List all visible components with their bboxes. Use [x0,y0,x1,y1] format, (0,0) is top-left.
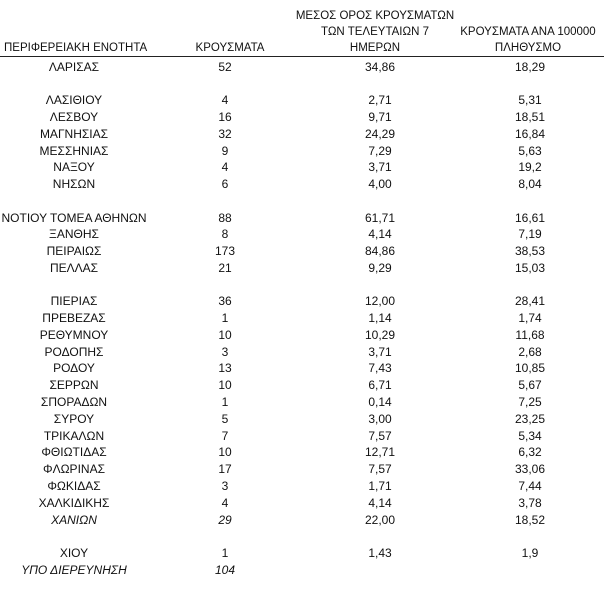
table-row [0,143,604,160]
table-row [0,562,604,579]
cell-region: ΡΟΔΟΠΗΣ [44,344,104,359]
cell-region: ΞΑΝΘΗΣ [49,227,99,242]
cell-region: ΠΕΛΛΑΣ [49,260,99,275]
header-avg7 [295,8,455,56]
cell-avg7: 3,00 [368,411,392,426]
header-per100k-line2: ΠΛΗΘΥΣΜΟ [494,42,562,54]
cell-cases: 29 [218,512,232,527]
cell-per100k: 10,85 [514,361,546,376]
cell-per100k: 2,68 [518,344,542,359]
cell-region: ΛΑΡΙΣΑΣ [48,60,100,74]
cell-region: ΧΙΟΥ [59,545,89,560]
cell-avg7: 4,00 [368,177,392,192]
table-header [0,0,604,57]
table-row [0,461,604,478]
cell-per100k: 28,41 [514,294,546,309]
table-row [0,59,604,76]
header-avg7-line1: ΜΕΣΟΣ ΟΡΟΣ ΚΡΟΥΣΜΑΤΩΝ [295,10,455,22]
header-avg7-line2: ΤΩΝ ΤΕΛΕΥΤΑΙΩΝ 7 [321,26,429,38]
cell-avg7: 9,71 [368,110,392,125]
cell-region: ΦΘΙΩΤΙΔΑΣ [41,445,107,460]
cell-region: ΠΡΕΒΕΖΑΣ [42,311,106,326]
table-row [0,109,604,126]
cell-cases: 1 [221,395,229,410]
cell-region: ΡΟΔΟΥ [53,361,95,376]
header-per100k [448,24,604,56]
cell-per100k: 18,51 [514,110,546,125]
cell-cases: 4 [221,495,229,510]
table-row [0,428,604,445]
table-row [0,545,604,562]
cell-cases: 8 [221,227,229,242]
group-spacer [0,277,604,294]
table-row [0,260,604,277]
cell-per100k: 16,84 [514,126,546,141]
cell-avg7: 10,29 [364,327,396,342]
cell-per100k: 1,74 [518,311,542,326]
cell-avg7: 24,29 [364,126,396,141]
cell-cases: 10 [218,445,232,460]
header-per100k-line1: ΚΡΟΥΣΜΑΤΑ ΑΝΑ 100000 [460,26,596,38]
cell-per100k: 18,29 [514,60,546,74]
cell-cases: 21 [218,260,232,275]
cell-region: ΡΕΘΥΜΝΟΥ [39,327,109,342]
cell-per100k: 7,19 [518,227,542,242]
table-row [0,159,604,176]
cell-avg7: 34,86 [364,60,396,74]
cell-region: ΝΑΞΟΥ [53,160,95,175]
group-spacer [0,76,604,93]
cell-cases: 3 [221,479,229,494]
cell-avg7: 6,71 [368,378,392,393]
cell-region: ΠΙΕΡΙΑΣ [50,294,98,309]
header-avg7-line3: ΗΜΕΡΩΝ [349,42,401,54]
table-row [0,411,604,428]
cell-region: ΝΟΤΙΟΥ ΤΟΜΕΑ ΑΘΗΝΩΝ [1,210,147,225]
table-row [0,243,604,260]
cell-avg7: 12,71 [364,445,396,460]
table-row [0,310,604,327]
cell-cases: 7 [221,428,229,443]
cell-region: ΣΥΡΟΥ [53,411,95,426]
cell-per100k: 5,34 [518,428,542,443]
cell-cases: 9 [221,143,229,158]
group-spacer [0,528,604,545]
cell-per100k: 38,53 [514,244,546,259]
table-row [0,360,604,377]
cell-avg7: 4,14 [368,495,392,510]
table-row [0,512,604,529]
cell-avg7: 1,14 [368,311,392,326]
cell-per100k: 7,44 [518,479,542,494]
cell-avg7: 22,00 [364,512,396,527]
table-row [0,293,604,310]
cell-avg7: 7,57 [368,462,392,477]
cell-avg7: 3,71 [368,160,392,175]
cell-cases: 104 [214,562,236,577]
cell-per100k: 23,25 [514,411,546,426]
table-row [0,478,604,495]
cell-per100k: 5,63 [518,143,542,158]
cell-per100k: 19,2 [518,160,542,175]
table-row [0,226,604,243]
cell-per100k: 3,78 [518,495,542,510]
table-row [0,210,604,227]
cell-per100k: 11,68 [515,327,545,342]
cell-avg7: 7,29 [368,143,392,158]
cell-region: ΥΠΟ ΔΙΕΡΕΥΝΗΣΗ [21,562,127,577]
header-cases: ΚΡΟΥΣΜΑΤΑ [195,42,265,54]
cell-per100k: 7,25 [518,395,542,410]
cell-region: ΛΕΣΒΟΥ [49,110,99,125]
cell-avg7: 7,43 [368,361,392,376]
cell-cases: 173 [214,244,236,259]
cell-cases: 1 [221,545,229,560]
table-row [0,444,604,461]
cell-per100k: 5,31 [518,93,542,108]
cell-cases: 10 [218,378,232,393]
cell-per100k: 15,03 [514,260,546,275]
cell-avg7: 3,71 [368,344,392,359]
cell-region: ΛΑΣΙΘΙΟΥ [45,93,103,108]
cell-cases: 88 [218,210,232,225]
header-region: ΠΕΡΙΦΕΡΕΙΑΚΗ ΕΝΟΤΗΤΑ [4,42,148,54]
cell-cases: 13 [218,361,232,376]
cell-per100k: 18,52 [514,512,546,527]
cell-region: ΣΕΡΡΩΝ [49,378,99,393]
cell-cases: 5 [221,411,229,426]
cell-avg7: 1,71 [368,479,392,494]
cell-per100k: 33,06 [514,462,546,477]
cell-cases: 32 [218,126,232,141]
cell-region: ΣΠΟΡΑΔΩΝ [40,395,108,410]
cell-per100k: 5,67 [518,378,542,393]
cell-region: ΧΑΛΚΙΔΙΚΗΣ [38,495,110,510]
table-row [0,394,604,411]
cell-avg7: 1,43 [368,545,392,560]
cell-region: ΠΕΙΡΑΙΩΣ [46,244,102,259]
table-row [0,344,604,361]
table-row [0,176,604,193]
cell-avg7: 0,14 [368,395,392,410]
cell-cases: 16 [218,110,232,125]
cell-avg7: 4,14 [368,227,392,242]
table-body [0,57,604,579]
table-row [0,327,604,344]
cell-per100k: 8,04 [518,177,542,192]
cell-cases: 4 [221,93,229,108]
table-row [0,126,604,143]
cell-avg7: 61,71 [364,210,396,225]
cell-region: ΦΩΚΙΔΑΣ [47,479,101,494]
cell-cases: 6 [221,177,229,192]
cell-cases: 4 [221,160,229,175]
cell-avg7: 2,71 [368,93,392,108]
table-row [0,495,604,512]
cell-avg7: 84,86 [364,244,396,259]
group-spacer [0,193,604,210]
cell-per100k: 1,9 [521,545,539,560]
cell-avg7: 12,00 [364,294,396,309]
table-row [0,377,604,394]
cell-cases: 17 [218,462,232,477]
cell-per100k: 16,61 [514,210,546,225]
cell-per100k: 6,32 [518,445,542,460]
cell-region: ΝΗΣΩΝ [52,177,96,192]
cell-cases: 52 [218,60,232,74]
cell-region: ΤΡΙΚΑΛΩΝ [43,428,105,443]
cell-region: ΜΑΓΝΗΣΙΑΣ [39,126,109,141]
cell-cases: 36 [218,294,232,309]
cell-avg7: 7,57 [368,428,392,443]
cell-region: ΜΕΣΣΗΝΙΑΣ [39,143,109,158]
table-row [0,92,604,109]
cell-avg7: 9,29 [368,260,392,275]
cell-cases: 1 [221,311,229,326]
cell-region: ΧΑΝΙΩΝ [51,512,97,527]
cell-cases: 10 [218,327,232,342]
cell-region: ΦΛΩΡΙΝΑΣ [43,462,105,477]
cell-cases: 3 [221,344,229,359]
